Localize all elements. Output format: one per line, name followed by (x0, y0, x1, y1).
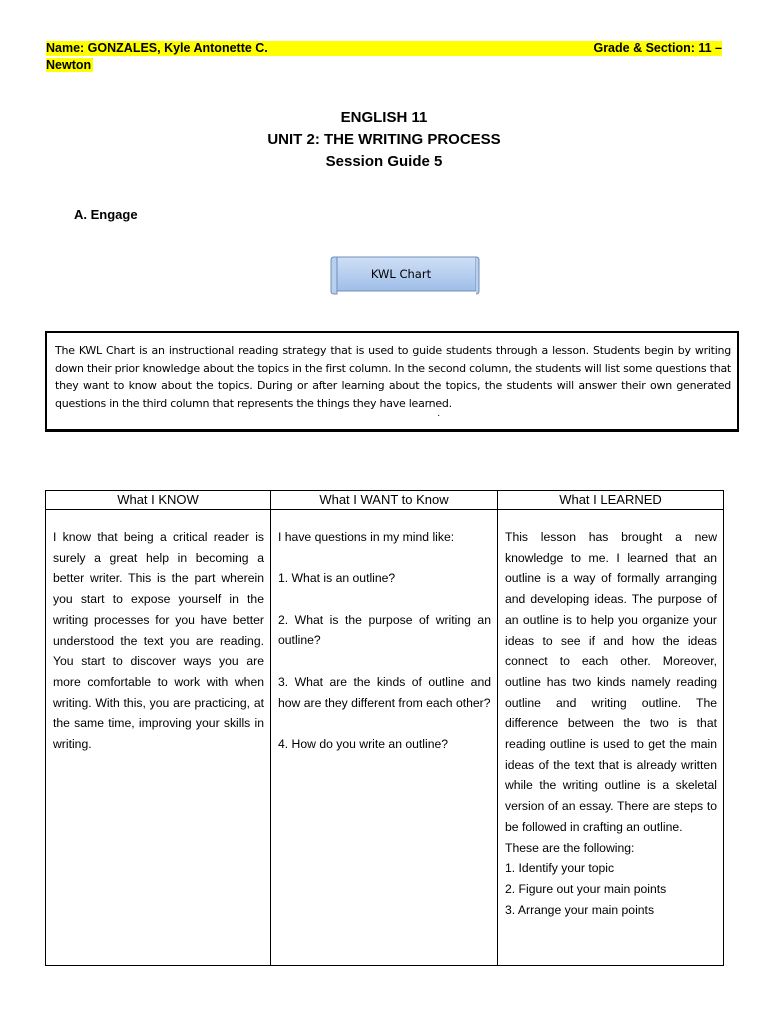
want-question-4: 4. How do you write an outline? (278, 736, 449, 751)
want-question-2: 2. What is the purpose of writing an outline? (278, 612, 491, 648)
document-titles (0, 107, 768, 173)
want-intro: I have questions in my mind like: (278, 530, 455, 544)
kwl-description-box (45, 331, 739, 432)
section-heading-engage: A. Engage (74, 207, 138, 222)
kwl-description-text: The KWL Chart is an instructional reading strategy that is used to guide students through a lesson. Students begin by writing down their prior knowledge about the topics in the first column. In the second column, the students will list some questions that they want to know about the topics. During or after learning about the topics, the students will answer their own generated questions in the third column that represents the things they have learned. (55, 344, 731, 410)
learned-lead: These are the following: (505, 840, 635, 855)
header-learned: What I LEARNED (498, 491, 724, 510)
kwl-chart-scroll-banner (330, 254, 482, 296)
learned-step-1: 1. Identify your topic (505, 861, 615, 876)
kwl-table (45, 490, 724, 966)
session-title: Session Guide 5 (325, 153, 443, 170)
learned-step-2: 2. Figure out your main points (505, 881, 667, 896)
kwl-chart-label: KWL Chart (370, 267, 432, 281)
kwl-header-row (46, 491, 724, 510)
want-cell (271, 510, 498, 966)
student-name: Name: GONZALES, Kyle Antonette C. (46, 41, 268, 55)
learned-text: This lesson has brought a new knowledge to me. I learned that an outline is a way of formally arranging and developing ideas. The purpose of an outline is to help you organize your ideas to see if and how the ideas connect to each other. Moreover, outline has two kinds namely reading outline and writing outline. The difference between the two is that reading outline is used to get the main ideas of the text that is already written while the writing outline is a skeletal version of an essay. There are steps to be followed in crafting an outline. (505, 530, 717, 834)
unit-title: UNIT 2: THE WRITING PROCESS (267, 131, 501, 148)
stray-dot: · (437, 410, 441, 421)
know-text: I know that being a critical reader is surely a great help in becoming a better writer. This is the part wherein you start to expose yourself in the writing processes for you have better understood the text you are reading. You start to discover ways you are more comfortable to work with when writing. With this, you are practicing, at the same time, improving your skills in writing. (53, 530, 264, 752)
want-question-1: 1. What is an outline? (278, 571, 396, 586)
header-know: What I KNOW (46, 491, 271, 510)
header-highlight-row (46, 41, 722, 56)
header-want: What I WANT to Know (271, 491, 498, 510)
want-question-3: 3. What are the kinds of outline and how are they different from each other? (278, 674, 491, 710)
learned-step-3: 3. Arrange your main points (505, 902, 655, 917)
grade-section: Grade & Section: 11 – (593, 41, 722, 55)
know-cell (46, 510, 271, 966)
section-name: Newton (46, 58, 92, 72)
student-header (46, 41, 722, 74)
learned-cell (498, 510, 724, 966)
course-title: ENGLISH 11 (340, 109, 428, 126)
kwl-content-row (46, 510, 724, 966)
